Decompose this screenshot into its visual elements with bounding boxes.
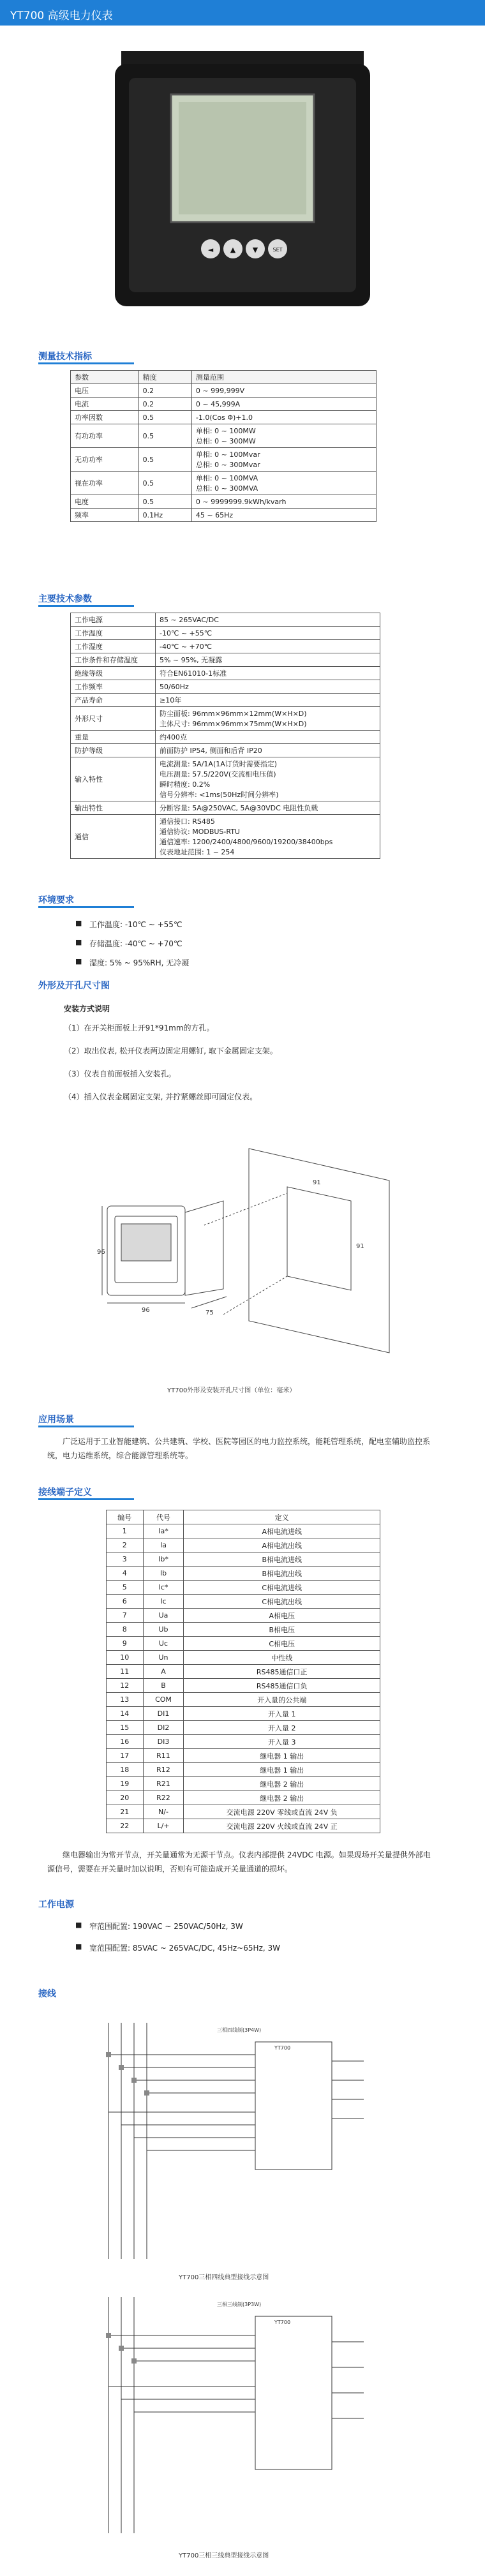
param-name: 工作电源 — [71, 613, 156, 627]
value-line: -40℃ ~ +70℃ — [160, 642, 213, 651]
dim-width: 96 — [142, 1307, 150, 1314]
value-line: 分断容量: 5A@250VAC, 5A@30VDC 电阻性负载 — [160, 804, 318, 812]
range-line: 单相: 0 ~ 100Mvar — [195, 450, 260, 459]
work-power-item: ■ 窄范围配置: 190VAC ~ 250VAC/50Hz, 3W — [89, 1921, 243, 1932]
terminal-code: R12 — [143, 1763, 184, 1777]
terminal-definition: 中性线 — [184, 1651, 380, 1665]
param-accuracy: 0.5 — [138, 424, 191, 448]
wiring-caption: YT700三相四线典型接线示意图 — [179, 2274, 269, 2281]
terminal-code: Ib — [143, 1567, 184, 1581]
param-range — [191, 411, 376, 424]
range-line: 0 ~ 9999999.9kWh/kvarh — [195, 497, 287, 506]
param-name: 无功功率 — [71, 448, 139, 472]
col-header: 定义 — [184, 1510, 380, 1524]
param-value — [156, 744, 380, 757]
table-row — [107, 1595, 380, 1609]
terminal-definition: 继电器 2 输出 — [184, 1791, 380, 1805]
wiring-diagram-3p3w — [96, 2291, 389, 2546]
table-row — [71, 424, 377, 448]
range-line: 总相: 0 ~ 300MVA — [195, 484, 258, 493]
col-header: 测量范围 — [191, 371, 376, 384]
table-row — [71, 653, 380, 667]
param-name: 输出特性 — [71, 801, 156, 815]
terminal-code: Un — [143, 1651, 184, 1665]
terminal-number: 20 — [107, 1791, 144, 1805]
measure-title: 测量技术指标 — [38, 352, 92, 362]
value-line: 瞬时精度: 0.2% — [160, 780, 211, 789]
value-line: 防尘面板: 96mm×96mm×12mm(W×H×D) — [160, 710, 307, 718]
env-item: ■ 存储温度: -40℃ ~ +70℃ — [89, 938, 182, 949]
value-line: 符合EN61010-1标准 — [160, 669, 227, 678]
page-title: YT700 高级电力仪表 — [10, 10, 113, 22]
install-caption: YT700外形及安装开孔尺寸图（单位：毫米） — [167, 1387, 296, 1394]
terminal-number: 14 — [107, 1707, 144, 1721]
param-accuracy: 0.5 — [138, 495, 191, 509]
terminal-code: L/+ — [143, 1819, 184, 1833]
param-range — [191, 509, 376, 522]
param-accuracy: 0.5 — [138, 472, 191, 495]
value-line: 50/60Hz — [160, 682, 189, 691]
param-name: 重量 — [71, 731, 156, 744]
terminal-definition: C相电流进线 — [184, 1581, 380, 1595]
terminal-definition: 继电器 1 输出 — [184, 1749, 380, 1763]
value-line: 85 ~ 265VAC/DC — [160, 615, 219, 624]
range-line: 单相: 0 ~ 100MVA — [195, 474, 258, 482]
table-row — [71, 731, 380, 744]
table-row — [107, 1735, 380, 1749]
value-line: 通信协议: MODBUS-RTU — [160, 828, 240, 836]
param-name: 绝缘等级 — [71, 667, 156, 680]
install-step: （1）在开关柜面板上开91*91mm的方孔。 — [64, 1024, 214, 1032]
param-accuracy: 0.1Hz — [138, 509, 191, 522]
table-row — [71, 613, 380, 627]
param-range — [191, 398, 376, 411]
table-row — [71, 815, 380, 859]
terminal-code: DI2 — [143, 1721, 184, 1735]
table-row — [71, 694, 380, 707]
table-row — [71, 384, 377, 398]
terminal-code: R21 — [143, 1777, 184, 1791]
dim-width-side: 96 — [97, 1249, 105, 1256]
terminal-number: 3 — [107, 1552, 144, 1567]
terminal-code: A — [143, 1665, 184, 1679]
table-row — [107, 1707, 380, 1721]
terminal-definition: C相电压 — [184, 1637, 380, 1651]
table-row — [71, 411, 377, 424]
section-bar — [38, 906, 134, 908]
terminal-code: Ub — [143, 1623, 184, 1637]
terminal-number: 22 — [107, 1819, 144, 1833]
table-row — [107, 1623, 380, 1637]
terminal-code: DI1 — [143, 1707, 184, 1721]
section-bar — [38, 605, 134, 607]
terminal-code: DI3 — [143, 1735, 184, 1749]
param-accuracy: 0.5 — [138, 448, 191, 472]
range-line: -1.0(Cos Φ)+1.0 — [195, 413, 253, 422]
install-title: 外形及开孔尺寸图 — [38, 981, 110, 991]
table-row — [107, 1581, 380, 1595]
param-name: 产品寿命 — [71, 694, 156, 707]
terminal-definition: 继电器 1 输出 — [184, 1763, 380, 1777]
env-item: ■ 工作温度: -10℃ ~ +55℃ — [89, 919, 182, 930]
terminal-number: 1 — [107, 1524, 144, 1538]
terminal-definition: A相电流进线 — [184, 1524, 380, 1538]
terminal-code: Ic — [143, 1595, 184, 1609]
params-title: 主要技术参数 — [38, 594, 92, 604]
table-row — [71, 448, 377, 472]
terminal-definition: 开入量 2 — [184, 1721, 380, 1735]
table-row — [107, 1777, 380, 1791]
terminal-code: COM — [143, 1693, 184, 1707]
param-name: 工作条件和存储温度 — [71, 653, 156, 667]
param-value — [156, 801, 380, 815]
wiring-small-label: 三相三线制(3P3W) — [217, 2302, 262, 2307]
param-value — [156, 707, 380, 731]
range-line: 45 ~ 65Hz — [195, 510, 234, 519]
terminal-code: Ua — [143, 1609, 184, 1623]
param-range — [191, 424, 376, 448]
terminal-definition: 开入量 3 — [184, 1735, 380, 1749]
value-line: ≥10年 — [160, 696, 182, 704]
range-line: 0 ~ 999,999V — [195, 386, 245, 395]
param-name: 输入特性 — [71, 757, 156, 801]
meter-model: YT700 — [274, 2045, 291, 2051]
terminal-definition: C相电流出线 — [184, 1595, 380, 1609]
wiring-small-label: 三相四线制(3P4W) — [217, 2027, 262, 2033]
measure-table — [70, 370, 377, 522]
terminal-number: 5 — [107, 1581, 144, 1595]
terminal-number: 18 — [107, 1763, 144, 1777]
terminal-number: 8 — [107, 1623, 144, 1637]
application-title: 应用场景 — [38, 1415, 74, 1425]
table-row — [71, 472, 377, 495]
install-method-title: 安装方式说明 — [64, 1004, 110, 1013]
table-row — [107, 1637, 380, 1651]
table-row — [71, 801, 380, 815]
install-step: （4）插入仪表金属固定支架, 并拧紧螺丝即可固定仪表。 — [64, 1092, 258, 1101]
terminal-number: 16 — [107, 1735, 144, 1749]
terminal-code: Ia* — [143, 1524, 184, 1538]
terminal-code: N/- — [143, 1805, 184, 1819]
wiring-diagram-3p4w — [96, 2016, 389, 2265]
param-name: 通信 — [71, 815, 156, 859]
table-row — [71, 707, 380, 731]
param-name: 工作频率 — [71, 680, 156, 694]
param-value — [156, 613, 380, 627]
terminal-definition: 交流电源 220V 火线或直流 24V 正 — [184, 1819, 380, 1833]
param-name: 频率 — [71, 509, 139, 522]
param-name: 外形尺寸 — [71, 707, 156, 731]
param-range — [191, 448, 376, 472]
terminal-definition: 交流电源 220V 零线或直流 24V 负 — [184, 1805, 380, 1819]
install-step: （2）取出仪表, 松开仪表两边固定用螺钉, 取下金属固定支架。 — [64, 1046, 278, 1055]
product-image — [96, 45, 389, 319]
terminal-number: 17 — [107, 1749, 144, 1763]
meter-model: YT700 — [274, 2319, 291, 2325]
terminal-table — [106, 1510, 380, 1833]
dimension-drawing — [96, 1123, 415, 1378]
terminal-number: 21 — [107, 1805, 144, 1819]
value-line: 通信速率: 1200/2400/4800/9600/19200/38400bps — [160, 838, 333, 846]
wiring-title: 接线 — [38, 1989, 56, 1999]
param-name: 视在功率 — [71, 472, 139, 495]
work-power-item: ■ 宽范围配置: 85VAC ~ 265VAC/DC, 45Hz~65Hz, 3W — [89, 1942, 280, 1953]
range-line: 总相: 0 ~ 300Mvar — [195, 461, 260, 469]
terminal-definition: RS485通信口正 — [184, 1665, 380, 1679]
work-power-title: 工作电源 — [38, 1900, 74, 1910]
table-row — [107, 1552, 380, 1567]
range-line: 单相: 0 ~ 100MW — [195, 427, 256, 435]
table-row — [107, 1693, 380, 1707]
table-row — [71, 667, 380, 680]
terminal-number: 13 — [107, 1693, 144, 1707]
terminals-title: 接线端子定义 — [38, 1487, 92, 1498]
col-header: 编号 — [107, 1510, 144, 1524]
col-header: 精度 — [138, 371, 191, 384]
terminal-code: R22 — [143, 1791, 184, 1805]
key-left: ◄ — [207, 246, 214, 254]
range-line: 总相: 0 ~ 300MW — [195, 437, 256, 445]
value-line: 约400克 — [160, 733, 187, 741]
param-value — [156, 731, 380, 744]
table-row — [107, 1567, 380, 1581]
terminal-definition: RS485通信口负 — [184, 1679, 380, 1693]
param-value — [156, 653, 380, 667]
param-name: 电度 — [71, 495, 139, 509]
terminal-number: 7 — [107, 1609, 144, 1623]
terminal-code: R11 — [143, 1749, 184, 1763]
col-header: 参数 — [71, 371, 139, 384]
dim-depth: 75 — [205, 1309, 214, 1316]
table-row — [107, 1721, 380, 1735]
table-row — [107, 1819, 380, 1833]
table-row — [71, 757, 380, 801]
dim-cutout-top: 91 — [313, 1179, 321, 1186]
title-banner — [0, 0, 485, 26]
table-row — [107, 1524, 380, 1538]
param-value — [156, 667, 380, 680]
section-bar — [38, 362, 134, 364]
param-range — [191, 384, 376, 398]
value-line: 5% ~ 95%, 无凝露 — [160, 656, 223, 664]
terminal-definition: 继电器 2 输出 — [184, 1777, 380, 1791]
value-line: 电压测量: 57.5/220V(交流相电压值) — [160, 770, 276, 778]
dim-cutout: 91 — [356, 1243, 364, 1250]
terminal-number: 9 — [107, 1637, 144, 1651]
terminal-definition: B相电压 — [184, 1623, 380, 1637]
terminal-code: Ib* — [143, 1552, 184, 1567]
table-row — [71, 509, 377, 522]
terminal-number: 19 — [107, 1777, 144, 1791]
terminal-number: 11 — [107, 1665, 144, 1679]
param-name: 电压 — [71, 384, 139, 398]
install-step: （3）仪表自前面板插入安装孔。 — [64, 1069, 176, 1078]
terminal-number: 2 — [107, 1538, 144, 1552]
param-accuracy: 0.2 — [138, 384, 191, 398]
value-line: 仪表地址范围: 1 ~ 254 — [160, 848, 235, 856]
param-name: 工作湿度 — [71, 640, 156, 653]
value-line: 信号分辨率: <1ms(50Hz时间分辨率) — [160, 791, 279, 799]
value-line: 通信接口: RS485 — [160, 817, 215, 826]
table-row — [107, 1679, 380, 1693]
value-line: -10℃ ~ +55℃ — [160, 629, 213, 637]
table-row — [107, 1749, 380, 1763]
section-bar — [38, 1426, 134, 1427]
env-title: 环境要求 — [38, 895, 74, 905]
param-accuracy: 0.2 — [138, 398, 191, 411]
terminal-definition: A相电流出线 — [184, 1538, 380, 1552]
table-row — [71, 627, 380, 640]
param-name: 有功功率 — [71, 424, 139, 448]
terminal-code: Ia — [143, 1538, 184, 1552]
wiring-caption: YT700三相三线典型接线示意图 — [179, 2552, 269, 2559]
param-range — [191, 472, 376, 495]
terminal-number: 6 — [107, 1595, 144, 1609]
table-row — [107, 1651, 380, 1665]
col-header: 代号 — [143, 1510, 184, 1524]
table-row — [107, 1609, 380, 1623]
param-value — [156, 757, 380, 801]
terminal-number: 12 — [107, 1679, 144, 1693]
param-name: 功率因数 — [71, 411, 139, 424]
terminal-definition: A相电压 — [184, 1609, 380, 1623]
param-range — [191, 495, 376, 509]
terminal-number: 15 — [107, 1721, 144, 1735]
terminal-code: Ic* — [143, 1581, 184, 1595]
param-name: 防护等级 — [71, 744, 156, 757]
terminal-definition: 开入量的公共端 — [184, 1693, 380, 1707]
param-value — [156, 680, 380, 694]
param-accuracy: 0.5 — [138, 411, 191, 424]
value-line: 前面防护 IP54, 侧面和后背 IP20 — [160, 747, 262, 755]
terminal-number: 10 — [107, 1651, 144, 1665]
terminals-note: 继电器输出为常开节点，开关量通常为无源干节点。仪表内部提供 24VDC 电源。如果现场开关量提供外部电源信号，需要在开关量时加以说明，否则有可能造成开关量通道的损坏。 — [47, 1850, 431, 1873]
terminal-definition: 开入量 1 — [184, 1707, 380, 1721]
terminal-code: Uc — [143, 1637, 184, 1651]
table-row — [107, 1665, 380, 1679]
table-row — [71, 680, 380, 694]
param-value — [156, 694, 380, 707]
range-line: 0 ~ 45,999A — [195, 399, 241, 408]
key-set: SET — [272, 247, 283, 253]
params-table — [70, 613, 380, 859]
value-line: 电流测量: 5A/1A(1A订货时需要指定) — [160, 760, 278, 768]
table-row — [71, 495, 377, 509]
param-value — [156, 627, 380, 640]
application-text: 广泛运用于工业智能建筑、公共建筑、学校、医院等园区的电力监控系统，能耗管理系统，配电室辅助监控系统，电力运维系统，综合能源管理系统等。 — [47, 1437, 431, 1460]
terminal-definition: B相电流出线 — [184, 1567, 380, 1581]
section-bar — [38, 1498, 134, 1500]
table-row — [107, 1805, 380, 1819]
terminal-code: B — [143, 1679, 184, 1693]
table-row — [107, 1538, 380, 1552]
param-name: 电流 — [71, 398, 139, 411]
terminal-number: 4 — [107, 1567, 144, 1581]
param-name: 工作温度 — [71, 627, 156, 640]
terminal-definition: B相电流进线 — [184, 1552, 380, 1567]
value-line: 主体尺寸: 96mm×96mm×75mm(W×H×D) — [160, 720, 307, 728]
table-row — [71, 398, 377, 411]
table-row — [71, 640, 380, 653]
key-up: ▲ — [230, 246, 236, 254]
param-value — [156, 640, 380, 653]
table-row — [107, 1763, 380, 1777]
env-item: ■ 湿度: 5% ~ 95%RH, 无冷凝 — [89, 957, 189, 968]
table-row — [71, 744, 380, 757]
param-value — [156, 815, 380, 859]
table-row — [107, 1791, 380, 1805]
key-down: ▼ — [252, 246, 258, 254]
